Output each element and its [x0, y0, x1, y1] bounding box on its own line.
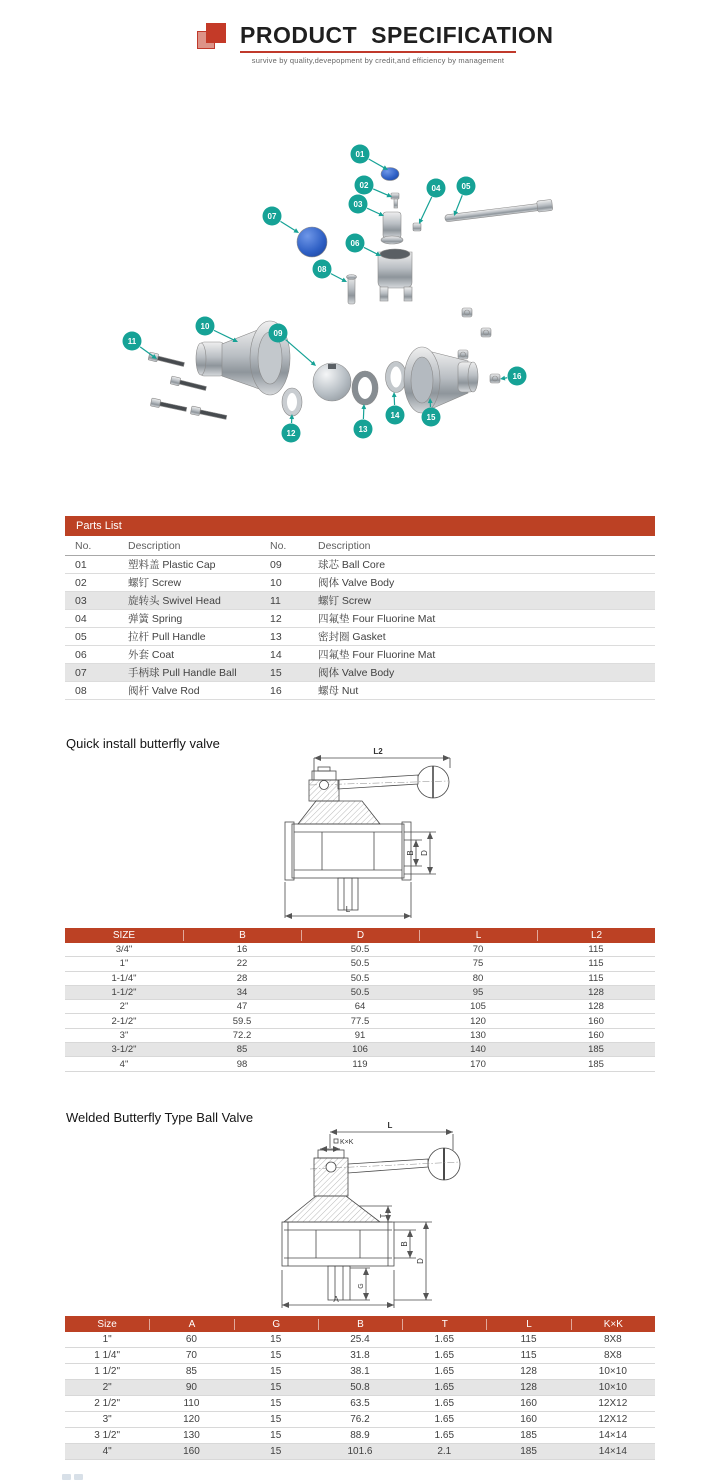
table-cell: 70: [472, 944, 484, 956]
table-cell: 15: [270, 666, 282, 679]
table-cell: 1-1/2": [111, 987, 137, 999]
table-cell: 3 1/2": [94, 1430, 121, 1441]
table-row: [65, 1014, 655, 1028]
diagram-callout: [419, 179, 446, 225]
dim-label-l: L: [345, 905, 351, 914]
table-cell: 8X8: [603, 1334, 622, 1345]
dim-label-a: A: [333, 1295, 339, 1304]
table-row: [65, 972, 655, 986]
table-cell: 50.8: [350, 1382, 370, 1393]
table-cell: 128: [588, 1001, 604, 1013]
table-cell: 10×10: [598, 1366, 627, 1377]
svg-text:08: 08: [317, 264, 327, 274]
table-cell: 14×14: [598, 1430, 627, 1441]
table-cell: 15: [270, 1398, 282, 1409]
table-cell: 1.65: [434, 1334, 455, 1345]
table-cell: 101.6: [347, 1446, 373, 1457]
svg-text:04: 04: [431, 183, 441, 193]
table-row: [65, 1043, 655, 1057]
welded-size-table: [65, 1316, 655, 1460]
table-cell: 160: [183, 1446, 200, 1457]
table-cell: 15: [270, 1430, 282, 1441]
table-cell: 95: [472, 987, 484, 999]
svg-text:16: 16: [512, 371, 522, 381]
diagram-callout: [354, 404, 373, 439]
svg-text:10: 10: [200, 321, 210, 331]
table-cell: 70: [185, 1350, 197, 1361]
title-underline: [240, 51, 516, 53]
table-row: [65, 682, 655, 700]
diagram-callout: [346, 234, 382, 257]
part-valve-rod: [348, 276, 355, 304]
quick-install-title: Quick install butterfly valve: [66, 736, 220, 751]
table-row: [65, 628, 655, 646]
table-row: [65, 1029, 655, 1043]
table-cell: 88.9: [350, 1430, 370, 1441]
exploded-valve-diagram: [100, 130, 570, 475]
part-fluorine-mat-2: [388, 364, 404, 390]
svg-text:03: 03: [353, 199, 363, 209]
table-cell: 98: [236, 1058, 248, 1070]
table-cell: 28: [236, 972, 248, 984]
table-row: [65, 556, 655, 574]
svg-text:15: 15: [426, 412, 436, 422]
table-cell: 1.65: [434, 1414, 455, 1425]
part-screw: [391, 193, 399, 199]
table-row: [65, 610, 655, 628]
table-row: [65, 1000, 655, 1014]
table-cell: 115: [520, 1350, 537, 1361]
svg-text:07: 07: [267, 211, 277, 221]
diagram-callout: [123, 332, 158, 360]
parts-list-table: [65, 536, 655, 700]
page-title: PRODUCT SPECIFICATION: [240, 22, 554, 48]
quick-install-size-table: [65, 928, 655, 1072]
table-cell: 4": [119, 1058, 129, 1070]
table-cell: 3": [102, 1414, 112, 1425]
dim-label-d: D: [420, 850, 429, 856]
table-cell: 外套 Coat: [128, 649, 175, 661]
part-small-nut: [413, 223, 421, 231]
dim-label-b: B: [406, 850, 415, 856]
column-header: T: [402, 1319, 486, 1330]
dim-label-t: T: [380, 1213, 387, 1219]
table-cell: 63.5: [350, 1398, 370, 1409]
table-cell: 1.65: [434, 1350, 455, 1361]
table-cell: 球芯 Ball Core: [318, 559, 386, 571]
table-cell: 1 1/2": [94, 1366, 121, 1377]
table-cell: 130: [470, 1029, 486, 1041]
column-header: L2: [537, 930, 655, 941]
table-cell: 螺钉 Screw: [318, 595, 372, 607]
size-table-header: [65, 928, 655, 943]
table-cell: 1.65: [434, 1430, 455, 1441]
table-cell: 4": [102, 1446, 112, 1457]
table-row: [65, 1364, 655, 1380]
table-row: [65, 943, 655, 957]
tagline: survive by quality,devepopment by credit,and efficiency by management: [251, 56, 505, 65]
diagram-callout: [454, 177, 476, 217]
column-header: L: [486, 1319, 570, 1330]
table-cell: 72.2: [232, 1029, 252, 1041]
welded-valve-drawing: [248, 1118, 470, 1310]
table-cell: 12X12: [598, 1398, 628, 1409]
column-header: No.: [270, 539, 287, 552]
table-cell: 130: [183, 1430, 200, 1441]
table-cell: 旋转头 Swivel Head: [128, 595, 221, 607]
svg-text:06: 06: [350, 238, 360, 248]
table-cell: 阀体 Valve Body: [318, 667, 395, 679]
column-header: K×K: [571, 1319, 655, 1330]
table-cell: 50.5: [350, 987, 370, 999]
table-cell: 12: [270, 612, 282, 625]
column-header: SIZE: [112, 930, 136, 941]
table-row: [65, 1428, 655, 1444]
table-cell: 13: [270, 630, 282, 643]
svg-text:02: 02: [359, 180, 369, 190]
table-cell: 15: [270, 1366, 282, 1377]
table-cell: 04: [75, 612, 87, 625]
table-cell: 75: [472, 958, 484, 970]
table-cell: 手柄球 Pull Handle Ball: [128, 667, 237, 679]
table-cell: 120: [470, 1015, 486, 1027]
table-cell: 50.5: [350, 972, 370, 984]
table-cell: 11: [270, 594, 281, 607]
table-cell: 螺母 Nut: [318, 685, 359, 697]
table-cell: 09: [270, 558, 282, 571]
table-cell: 2": [119, 1001, 129, 1013]
size-table-header: [65, 1316, 655, 1332]
table-cell: 3-1/2": [111, 1044, 137, 1056]
table-row: [65, 1412, 655, 1428]
diagram-callout: [263, 207, 300, 234]
table-cell: 螺钉 Screw: [128, 577, 182, 589]
column-header: Description: [128, 539, 181, 552]
table-cell: 59.5: [232, 1015, 252, 1027]
svg-text:05: 05: [461, 181, 471, 191]
table-cell: 3": [119, 1029, 129, 1041]
part-pull-handle: [444, 199, 553, 223]
table-cell: 140: [470, 1044, 486, 1056]
column-header: L: [419, 930, 537, 941]
table-cell: 弹簧 Spring: [128, 613, 183, 625]
svg-text:13: 13: [358, 424, 368, 434]
column-header: Size: [97, 1318, 117, 1330]
table-cell: 08: [75, 684, 87, 697]
table-cell: 50.5: [350, 944, 370, 956]
table-row: [65, 1396, 655, 1412]
table-cell: 四氟垫 Four Fluorine Mat: [318, 649, 436, 661]
table-cell: 185: [588, 1044, 604, 1056]
table-cell: 34: [236, 987, 248, 999]
table-cell: 05: [75, 630, 87, 643]
diagram-callout: [386, 392, 405, 425]
table-cell: 阀杆 Valve Rod: [128, 685, 200, 697]
table-cell: 22: [236, 958, 248, 970]
table-cell: 15: [270, 1414, 282, 1425]
table-cell: 38.1: [350, 1366, 370, 1377]
table-cell: 1.65: [434, 1398, 455, 1409]
table-row: [65, 664, 655, 682]
diagram-callout: [313, 260, 348, 283]
logo-icon: [197, 22, 233, 60]
welded-valve-title: Welded Butterfly Type Ball Valve: [66, 1110, 254, 1125]
table-cell: 12X12: [598, 1414, 628, 1425]
diagram-callout: [282, 414, 301, 443]
table-cell: 160: [588, 1029, 604, 1041]
table-cell: 06: [75, 648, 87, 661]
table-cell: 1-1/4": [111, 972, 137, 984]
dim-label-b: B: [400, 1241, 409, 1247]
table-cell: 15: [270, 1334, 282, 1345]
table-cell: 1.65: [434, 1382, 455, 1393]
dim-label-l2: L2: [373, 747, 383, 756]
table-cell: 1.65: [434, 1366, 455, 1377]
table-cell: 47: [236, 1001, 248, 1013]
table-row: [65, 1380, 655, 1396]
table-cell: 拉杆 Pull Handle: [128, 631, 206, 643]
table-cell: 160: [588, 1015, 604, 1027]
table-cell: 15: [270, 1446, 282, 1457]
table-row: [65, 1057, 655, 1071]
table-cell: 1": [102, 1334, 112, 1345]
table-row: [65, 1444, 655, 1460]
dim-label-kxk: K×K: [340, 1139, 354, 1146]
table-cell: 85: [185, 1366, 197, 1377]
svg-text:14: 14: [390, 410, 400, 420]
table-row: [65, 646, 655, 664]
svg-text:09: 09: [273, 328, 283, 338]
table-cell: 15: [270, 1382, 282, 1393]
table-cell: 119: [352, 1058, 368, 1070]
table-cell: 10: [270, 576, 282, 589]
table-cell: 02: [75, 576, 87, 589]
table-cell: 160: [520, 1398, 537, 1409]
part-gasket: [355, 374, 375, 402]
table-cell: 185: [520, 1430, 537, 1441]
table-cell: 185: [588, 1058, 604, 1070]
table-row: [65, 1348, 655, 1364]
quick-valve-drawing: [252, 740, 468, 922]
table-cell: 阀体 Valve Body: [318, 577, 395, 589]
table-cell: 2.1: [437, 1446, 452, 1457]
table-cell: 115: [588, 958, 604, 970]
dim-label-l: L: [387, 1121, 393, 1130]
diagram-callout: [196, 317, 239, 343]
table-cell: 115: [588, 972, 604, 984]
column-header: No.: [75, 539, 92, 552]
table-cell: 01: [75, 558, 87, 571]
dim-label-d: D: [416, 1258, 425, 1264]
logo-front-square: [206, 23, 226, 43]
table-cell: 14: [270, 648, 282, 661]
diagram-callout: [349, 195, 385, 217]
table-cell: 128: [520, 1382, 537, 1393]
table-cell: 64: [354, 1001, 366, 1013]
column-header: D: [301, 930, 419, 941]
column-header: B: [318, 1319, 402, 1330]
table-cell: 160: [520, 1414, 537, 1425]
table-cell: 185: [520, 1446, 537, 1457]
part-fluorine-mat: [285, 391, 300, 414]
table-cell: 密封圈 Gasket: [318, 631, 386, 643]
table-cell: 91: [354, 1029, 366, 1041]
table-cell: 塑料盖 Plastic Cap: [128, 559, 216, 571]
table-cell: 8X8: [603, 1350, 622, 1361]
table-cell: 3/4": [115, 944, 133, 956]
table-cell: 16: [236, 944, 248, 956]
table-cell: 10×10: [598, 1382, 627, 1393]
table-cell: 1 1/4": [94, 1350, 121, 1361]
svg-text:12: 12: [286, 428, 296, 438]
table-cell: 50.5: [350, 958, 370, 970]
table-cell: 105: [470, 1001, 486, 1013]
column-header: B: [183, 930, 301, 941]
table-row: [65, 1332, 655, 1348]
table-cell: 14×14: [598, 1446, 627, 1457]
table-cell: 四氟垫 Four Fluorine Mat: [318, 613, 436, 625]
table-cell: 76.2: [350, 1414, 370, 1425]
table-cell: 85: [236, 1044, 248, 1056]
table-cell: 128: [520, 1366, 537, 1377]
table-cell: 2": [102, 1382, 112, 1393]
table-cell: 03: [75, 594, 87, 607]
table-row: [65, 574, 655, 592]
table-cell: 110: [183, 1398, 200, 1409]
table-cell: 106: [352, 1044, 368, 1056]
table-cell: 90: [185, 1382, 197, 1393]
table-cell: 128: [588, 987, 604, 999]
svg-text:01: 01: [355, 149, 365, 159]
table-cell: 77.5: [350, 1015, 370, 1027]
svg-text:11: 11: [127, 336, 137, 346]
table-cell: 1": [119, 958, 129, 970]
table-cell: 2-1/2": [111, 1015, 137, 1027]
table-cell: 16: [270, 684, 282, 697]
table-row: [65, 592, 655, 610]
header: [197, 22, 554, 65]
diagram-callout: [500, 367, 527, 386]
table-cell: 31.8: [350, 1350, 370, 1361]
page-footer-mark: [62, 1467, 92, 1476]
table-cell: 07: [75, 666, 87, 679]
table-cell: 25.4: [350, 1334, 370, 1345]
part-handle-ball: [297, 227, 327, 257]
table-cell: 115: [588, 944, 604, 956]
dim-label-g: G: [358, 1283, 365, 1289]
column-header: A: [149, 1319, 233, 1330]
column-header: Description: [318, 539, 371, 552]
parts-list-header: Parts List: [65, 516, 655, 536]
column-header: G: [234, 1319, 318, 1330]
table-cell: 2 1/2": [94, 1398, 121, 1409]
table-row: [65, 986, 655, 1000]
part-swivel-head: [383, 212, 401, 238]
parts-list-column-row: [65, 536, 655, 556]
table-cell: 15: [270, 1350, 282, 1361]
table-cell: 80: [472, 972, 484, 984]
table-cell: 60: [185, 1334, 197, 1345]
table-cell: 170: [470, 1058, 486, 1070]
table-cell: 115: [520, 1334, 537, 1345]
diagram-callout: [351, 145, 389, 171]
table-cell: 120: [183, 1414, 200, 1425]
table-row: [65, 957, 655, 971]
